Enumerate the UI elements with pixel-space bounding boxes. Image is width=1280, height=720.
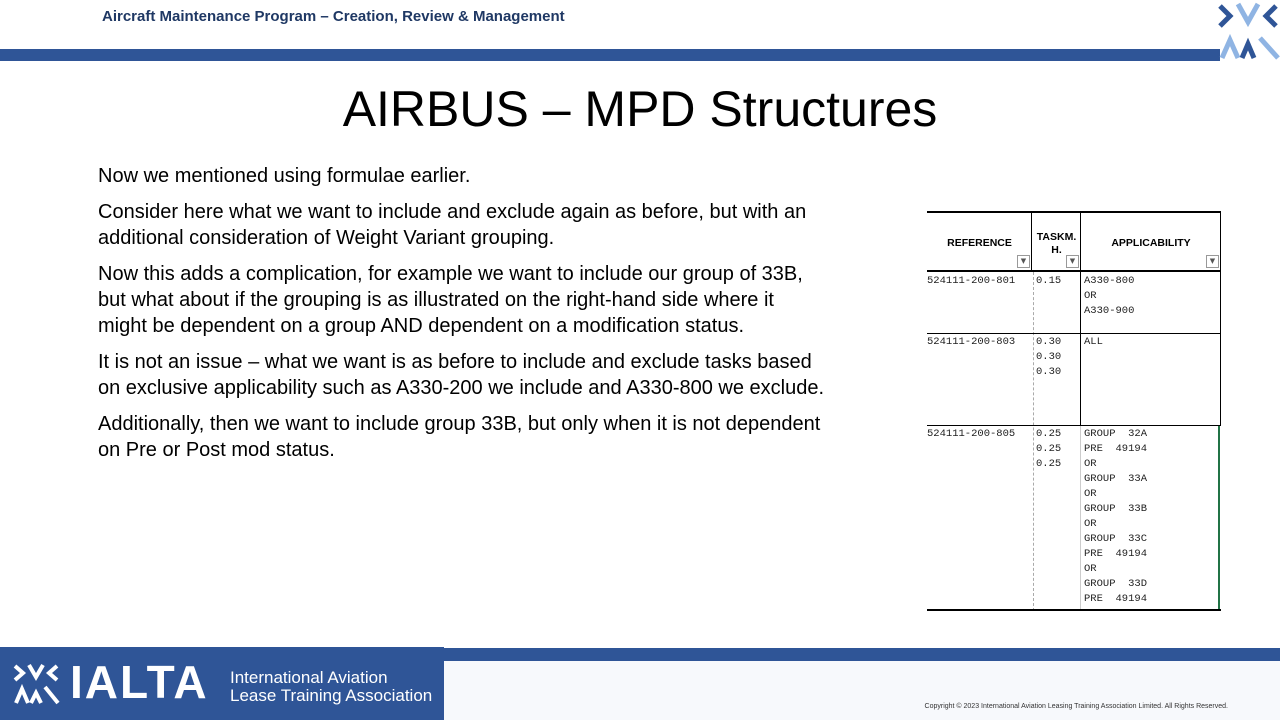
cell-reference: 524111-200-805 [927,428,1016,440]
paragraph: It is not an issue – what we want is as before to include and exclude tasks based on exclusive applicability such as A330-200 we include and A330-800 we exclude. [98,351,825,399]
cell-applicability: A330-800 OR A330-900 [1084,275,1135,317]
paragraph: Now this adds a complication, for example we want to include our group of 33B, but what about if the grouping is as illustrated on the right-hand side where it might be dependent on a group AND dependent on a modification status. [98,263,803,337]
column-divider [1220,211,1221,426]
column-divider [1080,426,1081,611]
column-divider [1080,211,1081,426]
footer-strip [444,661,1280,720]
logo-subtitle [230,669,432,705]
row-divider [927,609,1221,611]
header-label: REFERENCE [947,237,1012,249]
selection-border [1218,426,1220,611]
filter-dropdown-icon[interactable]: ▼ [1066,255,1079,268]
logo-wordmark: IALTA [70,656,209,708]
filter-dropdown-icon[interactable]: ▼ [1206,255,1219,268]
bottom-accent-bar [444,648,1280,661]
header-applicability [1081,211,1221,272]
copyright-text: Copyright © 2023 International Aviation Leasing Training Association Limited. All Rights Reserved. [924,703,1228,710]
top-accent-bar [0,49,1220,61]
header-label: TASKM. H. [1036,231,1077,256]
body-text [98,163,828,473]
column-divider [1033,272,1034,611]
row-divider [927,333,1221,334]
header-taskmh [1032,211,1081,272]
paragraph: Consider here what we want to include and exclude again as before, but with an additional consideration of Weight Variant grouping. [98,201,807,249]
paragraph: Additionally, then we want to include group 33B, but only when it is not dependent on Pre or Post mod status. [98,413,821,461]
cell-applicability: ALL [1084,336,1103,348]
header-reference [927,211,1032,272]
row-divider [927,425,1221,426]
cell-taskmh: 0.25 0.25 0.25 [1036,428,1062,470]
header-title: Aircraft Maintenance Program – Creation, Review & Management [102,8,565,25]
filter-dropdown-icon[interactable]: ▼ [1017,255,1030,268]
header-label: APPLICABILITY [1111,237,1191,249]
ialta-logo [0,647,444,720]
logo-line: International Aviation [230,668,388,687]
ialta-mark-icon [1216,0,1280,62]
ialta-mark-icon [12,663,60,705]
mpd-table [927,211,1221,611]
cell-taskmh: 0.30 0.30 0.30 [1036,336,1062,378]
column-divider [1031,211,1032,272]
slide-title: AIRBUS – MPD Structures [342,81,938,137]
cell-taskmh: 0.15 [1036,275,1062,287]
cell-reference: 524111-200-803 [927,336,1016,348]
cell-reference: 524111-200-801 [927,275,1016,287]
logo-line: Lease Training Association [230,686,433,705]
cell-applicability: GROUP 32A PRE 49194 OR GROUP 33A OR GROUP 33B OR GROUP 33C PRE 49194 OR GROUP 33D PRE 49194 [1084,428,1148,605]
paragraph: Now we mentioned using formulae earlier. [98,165,471,187]
